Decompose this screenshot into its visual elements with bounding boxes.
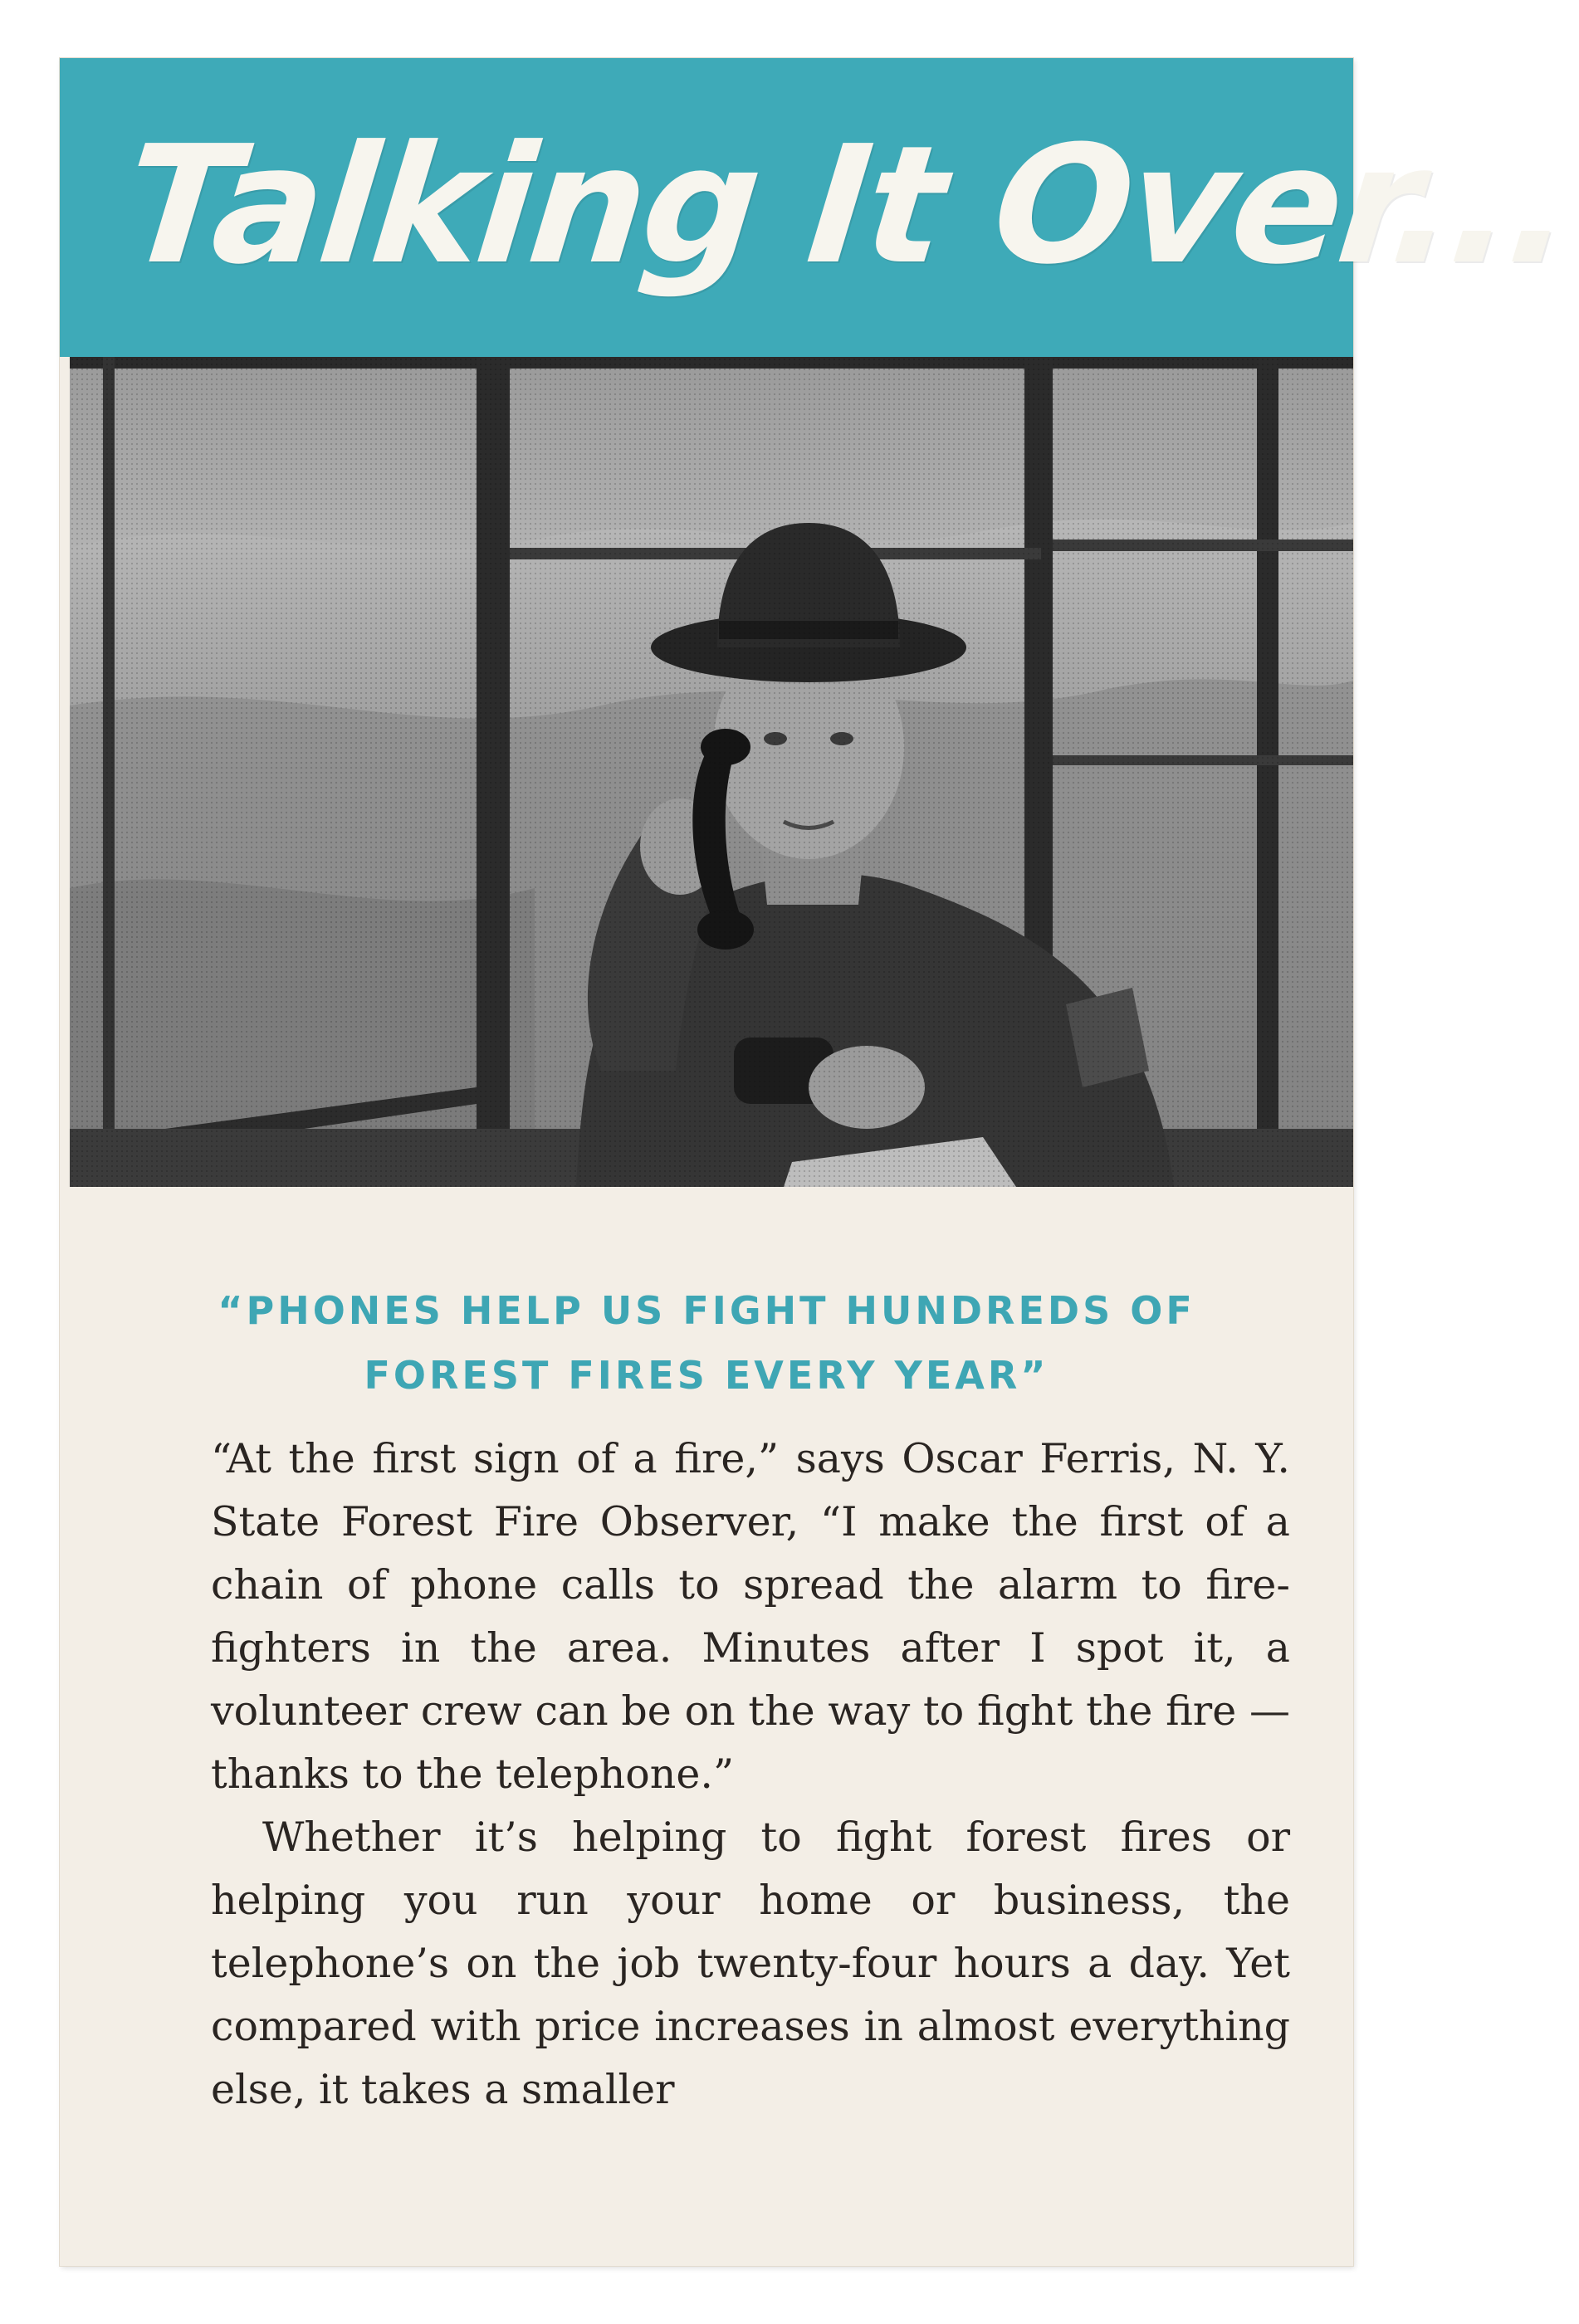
photo-illustration	[70, 357, 1353, 1187]
headline	[60, 1278, 1353, 1408]
body-text	[211, 1428, 1290, 2121]
paragraph-1: “At the first sign of a fire,” says Oscar Ferris, N. Y. State Forest Fire Observer, “I make the first of a chain of phone calls to spread the alarm to fire-fighters in the area. Minutes after I spot it, a volunteer crew can be on the way to fight the fire — thanks to the telephone.”	[211, 1435, 1290, 1798]
headline-line-2: FOREST FIRES EVERY YEAR”	[364, 1353, 1049, 1398]
brochure-page	[60, 58, 1579, 2266]
title-banner	[60, 58, 1579, 357]
forest-fire-observer-photo	[70, 357, 1353, 1187]
paragraph-2: Whether it’s helping to fight forest fires or helping you run your home or business, the telephone’s on the job twenty-four hours a day. Yet compared with price increases in almost everything else, it takes a smaller	[211, 1814, 1290, 2113]
banner-title: Talking It Over...	[116, 111, 1579, 300]
headline-line-1: “PHONES HELP US FIGHT HUNDREDS OF	[218, 1288, 1195, 1333]
